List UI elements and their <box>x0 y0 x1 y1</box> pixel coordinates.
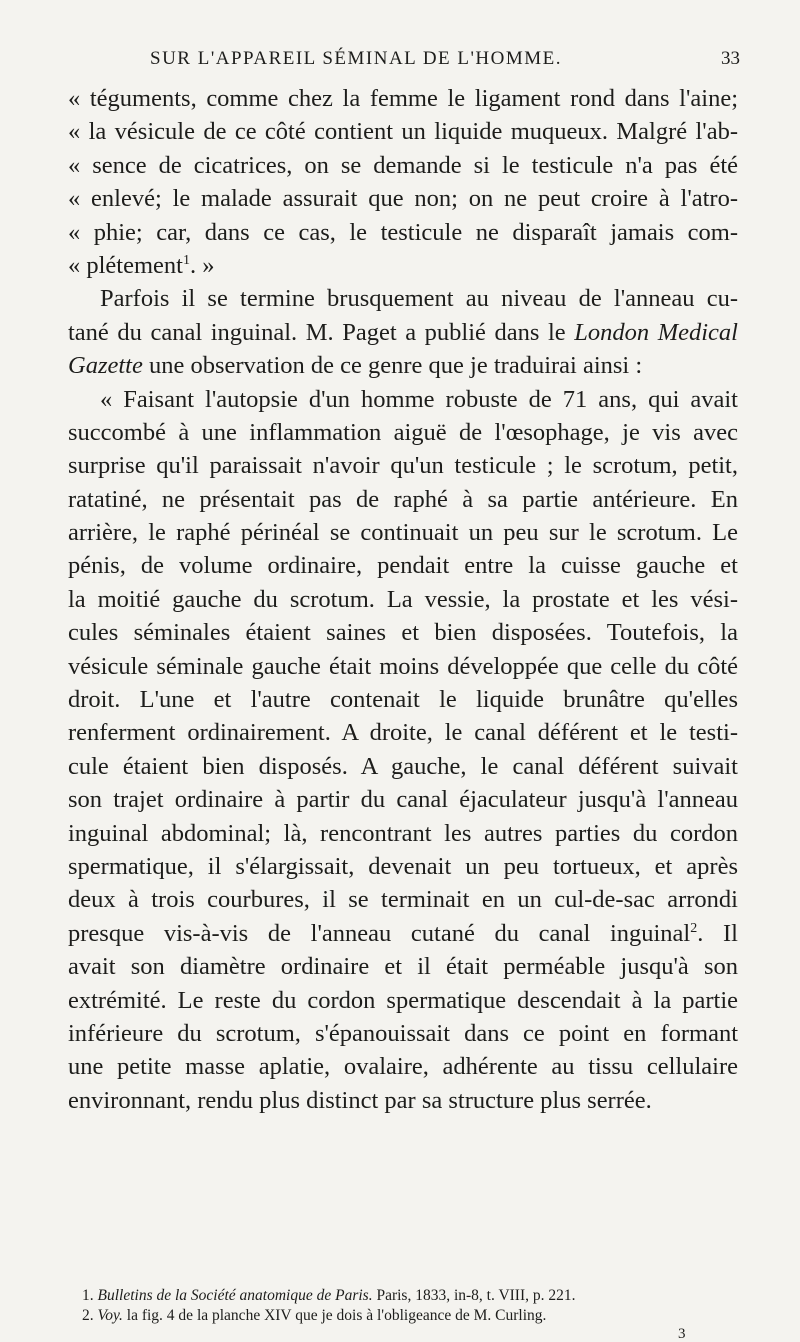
text-line: environnant, rendu plus distinct par sa structure plus serrée. <box>68 1086 652 1114</box>
text-line: tané du canal inguinal. M. Paget a publié dans le London Medical <box>68 318 738 346</box>
running-head: SUR L'APPAREIL SÉMINAL DE L'HOMME. <box>150 48 563 69</box>
text-line: « enlevé; le malade assurait que non; on ne peut croire à l'atro- <box>68 185 738 213</box>
footnote: 2. Voy. la fig. 4 de la planche XIV que je dois à l'obligeance de M. Curling. <box>82 1307 547 1324</box>
text-line: « sence de cicatrices, on se demande si le testicule n'a pas été <box>68 151 738 179</box>
text-line: extrémité. Le reste du cordon spermatique descendait à la partie <box>68 986 738 1014</box>
text-line: « téguments, comme chez la femme le ligament rond dans l'aine; <box>68 85 738 112</box>
text-line: une petite masse aplatie, ovalaire, adhérente au tissu cellulaire <box>68 1053 738 1081</box>
text-line: avait son diamètre ordinaire et il était perméable jusqu'à son <box>68 953 738 981</box>
text-line: presque vis-à-vis de l'anneau cutané du canal inguinal$^2$. Il <box>68 919 738 947</box>
text-line: inférieure du scrotum, s'épanouissait dans ce point en formant <box>68 1019 738 1047</box>
text-line: « phie; car, dans ce cas, le testicule ne disparaît jamais com- <box>68 218 738 246</box>
text-line: arrière, le raphé périnéal se continuait un peu sur le scrotum. Le <box>68 519 738 547</box>
text-line: deux à trois courbures, il se terminait en un cul-de-sac arrondi <box>68 886 738 914</box>
text-line: inguinal abdominal; là, rencontrant les autres parties du cordon <box>68 819 738 847</box>
text-line: « la vésicule de ce côté contient un liquide muqueux. Malgré l'ab- <box>68 118 738 146</box>
text-line: pénis, de volume ordinaire, pendait entre la cuisse gauche et <box>68 552 738 580</box>
text-line: vésicule séminale gauche était moins développée que celle du côté <box>68 652 738 680</box>
footnote: 1. Bulletins de la Société anatomique de Paris. Paris, 1833, in-8, t. VIII, p. 221. <box>82 1287 576 1304</box>
text-line: la moitié gauche du scrotum. La vessie, la prostate et les vési- <box>68 585 738 613</box>
text-line: renferment ordinairement. A droite, le canal déférent et le testi- <box>68 719 738 747</box>
text-line: succombé à une inflammation aiguë de l'œsophage, je vis avec <box>68 418 738 446</box>
text-line: ratatiné, ne présentait pas de raphé à sa partie antérieure. En <box>68 485 738 513</box>
footnote-ref: 2 <box>690 920 698 936</box>
text-line: spermatique, il s'élargissait, devenait un peu tortueux, et après <box>68 852 738 880</box>
text-line: « Faisant l'autopsie d'un homme robuste de 71 ans, qui avait <box>100 385 738 413</box>
signature-mark: 3 <box>678 1326 686 1342</box>
text-line: son trajet ordinaire à partir du canal éjaculateur jusqu'à l'anneau <box>68 786 738 814</box>
text-line: droit. L'une et l'autre contenait le liquide brunâtre qu'elles <box>68 686 738 714</box>
text-line: cule étaient bien disposés. A gauche, le canal déférent suivait <box>68 752 738 780</box>
page-number: 33 <box>721 48 740 69</box>
text-line: surprise qu'il paraissait n'avoir qu'un testicule ; le scrotum, petit, <box>68 452 738 480</box>
body-text <box>68 82 738 1117</box>
footnote-ref: 1 <box>182 252 190 268</box>
text-line: « plétement$^1$. » <box>68 251 215 279</box>
text-line: cules séminales étaient saines et bien disposées. Toutefois, la <box>68 619 738 647</box>
footnotes <box>82 1286 742 1326</box>
text-line: Gazette une observation de ce genre que je traduirai ainsi : <box>68 352 643 380</box>
page-header <box>0 42 800 72</box>
text-line: Parfois il se termine brusquement au niveau de l'anneau cu- <box>100 285 738 313</box>
